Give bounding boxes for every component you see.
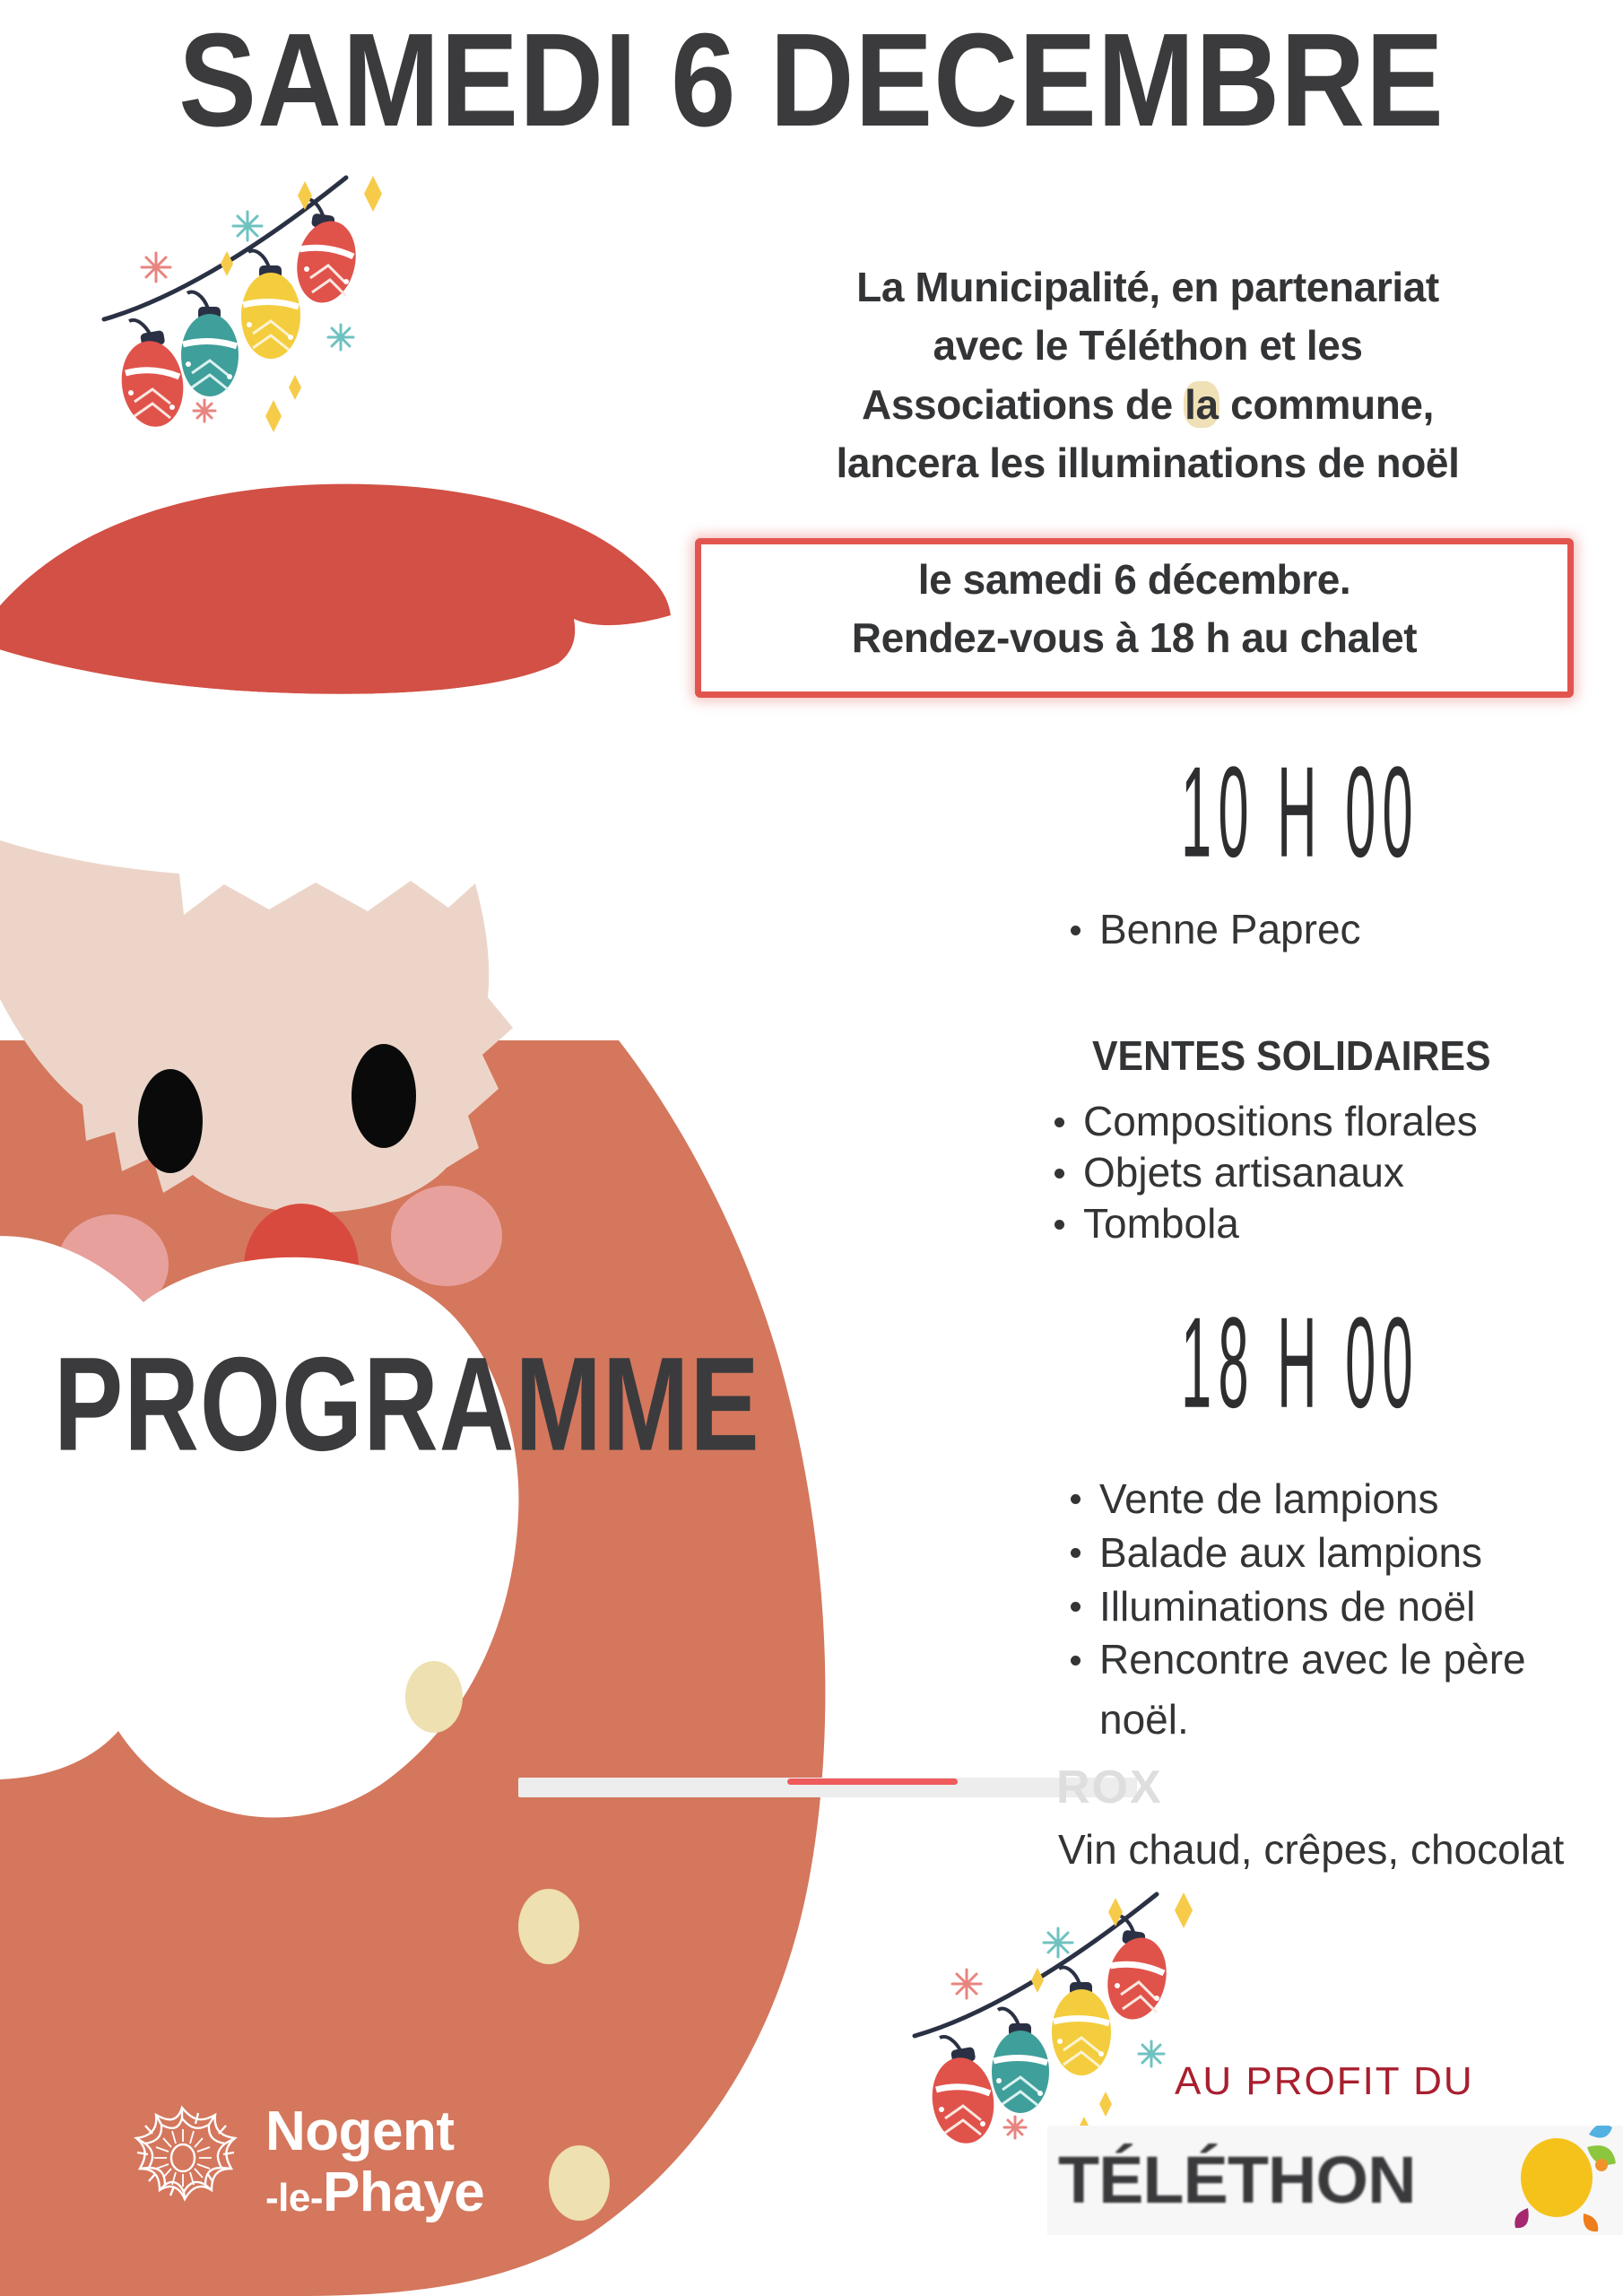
intro-line-2: avec le Téléthon et les	[933, 322, 1363, 370]
list-item-continuation: noël.	[1099, 1696, 1189, 1743]
schedule-evening-list	[1062, 1473, 1526, 1687]
telethon-wordmark: TÉLÉTHON	[1058, 2143, 1416, 2217]
refreshments-text: Vin chaud, crêpes, chocolat	[1058, 1826, 1565, 1873]
highlight-line-1: le samedi 6 décembre.	[917, 556, 1351, 603]
town-name-suffix: Phaye	[323, 2161, 485, 2223]
telethon-colorful-mark-icon	[1494, 2126, 1619, 2233]
intro-line-4: lancera les illuminations de noël	[836, 439, 1460, 486]
divider-red-streak	[787, 1779, 958, 1785]
divider	[518, 1778, 1137, 1797]
telethon-logo	[1047, 2126, 1623, 2235]
schedule-time-morning: 10 H 00	[1181, 740, 1419, 885]
list-item: Vente de lampions	[1062, 1473, 1526, 1526]
list-item: Compositions florales	[1046, 1096, 1478, 1147]
au-profit-du-label: AU PROFIT DU	[1175, 2059, 1474, 2103]
intro-line-3-a: Associations de	[862, 380, 1185, 428]
ventes-solidaires-list	[1046, 1096, 1478, 1249]
intro-line-1: La Municipalité, en partenariat	[856, 264, 1439, 310]
list-item: Benne Paprec	[1062, 904, 1361, 955]
list-item: Illuminations de noël	[1062, 1580, 1526, 1634]
programme-heading: PROGRAMME	[54, 1329, 760, 1479]
schedule-time-evening: 18 H 00	[1181, 1291, 1419, 1436]
schedule-morning-list	[1062, 904, 1361, 955]
nogent-le-phaye-logo	[115, 2099, 491, 2269]
list-item: Tombola	[1046, 1198, 1478, 1249]
town-name-line-2	[265, 2161, 485, 2223]
list-item: Objets artisanaux	[1046, 1147, 1478, 1198]
intro-line-3	[690, 376, 1605, 434]
highlight-box-text	[695, 551, 1574, 668]
list-item: Rencontre avec le père	[1062, 1633, 1526, 1687]
christmas-lights-garland-icon	[86, 158, 391, 463]
divider-ghost-text: ROX	[1056, 1761, 1163, 1813]
list-item: Balade aux lampions	[1062, 1526, 1526, 1580]
intro-paragraph	[690, 258, 1605, 492]
intro-line-3-b: commune,	[1219, 380, 1434, 428]
highlight-line-2: Rendez-vous à 18 h au chalet	[851, 614, 1418, 662]
intro-highlight-word: la	[1185, 380, 1219, 428]
nogent-le-phaye-mandala-icon	[115, 2102, 249, 2237]
town-name-infix: -le-	[265, 2176, 323, 2220]
ventes-solidaires-heading: VENTES SOLIDAIRES	[1092, 1032, 1491, 1079]
page-title: SAMEDI 6 DECEMBRE	[178, 6, 1445, 154]
town-name-line-1: Nogent	[265, 2100, 455, 2162]
